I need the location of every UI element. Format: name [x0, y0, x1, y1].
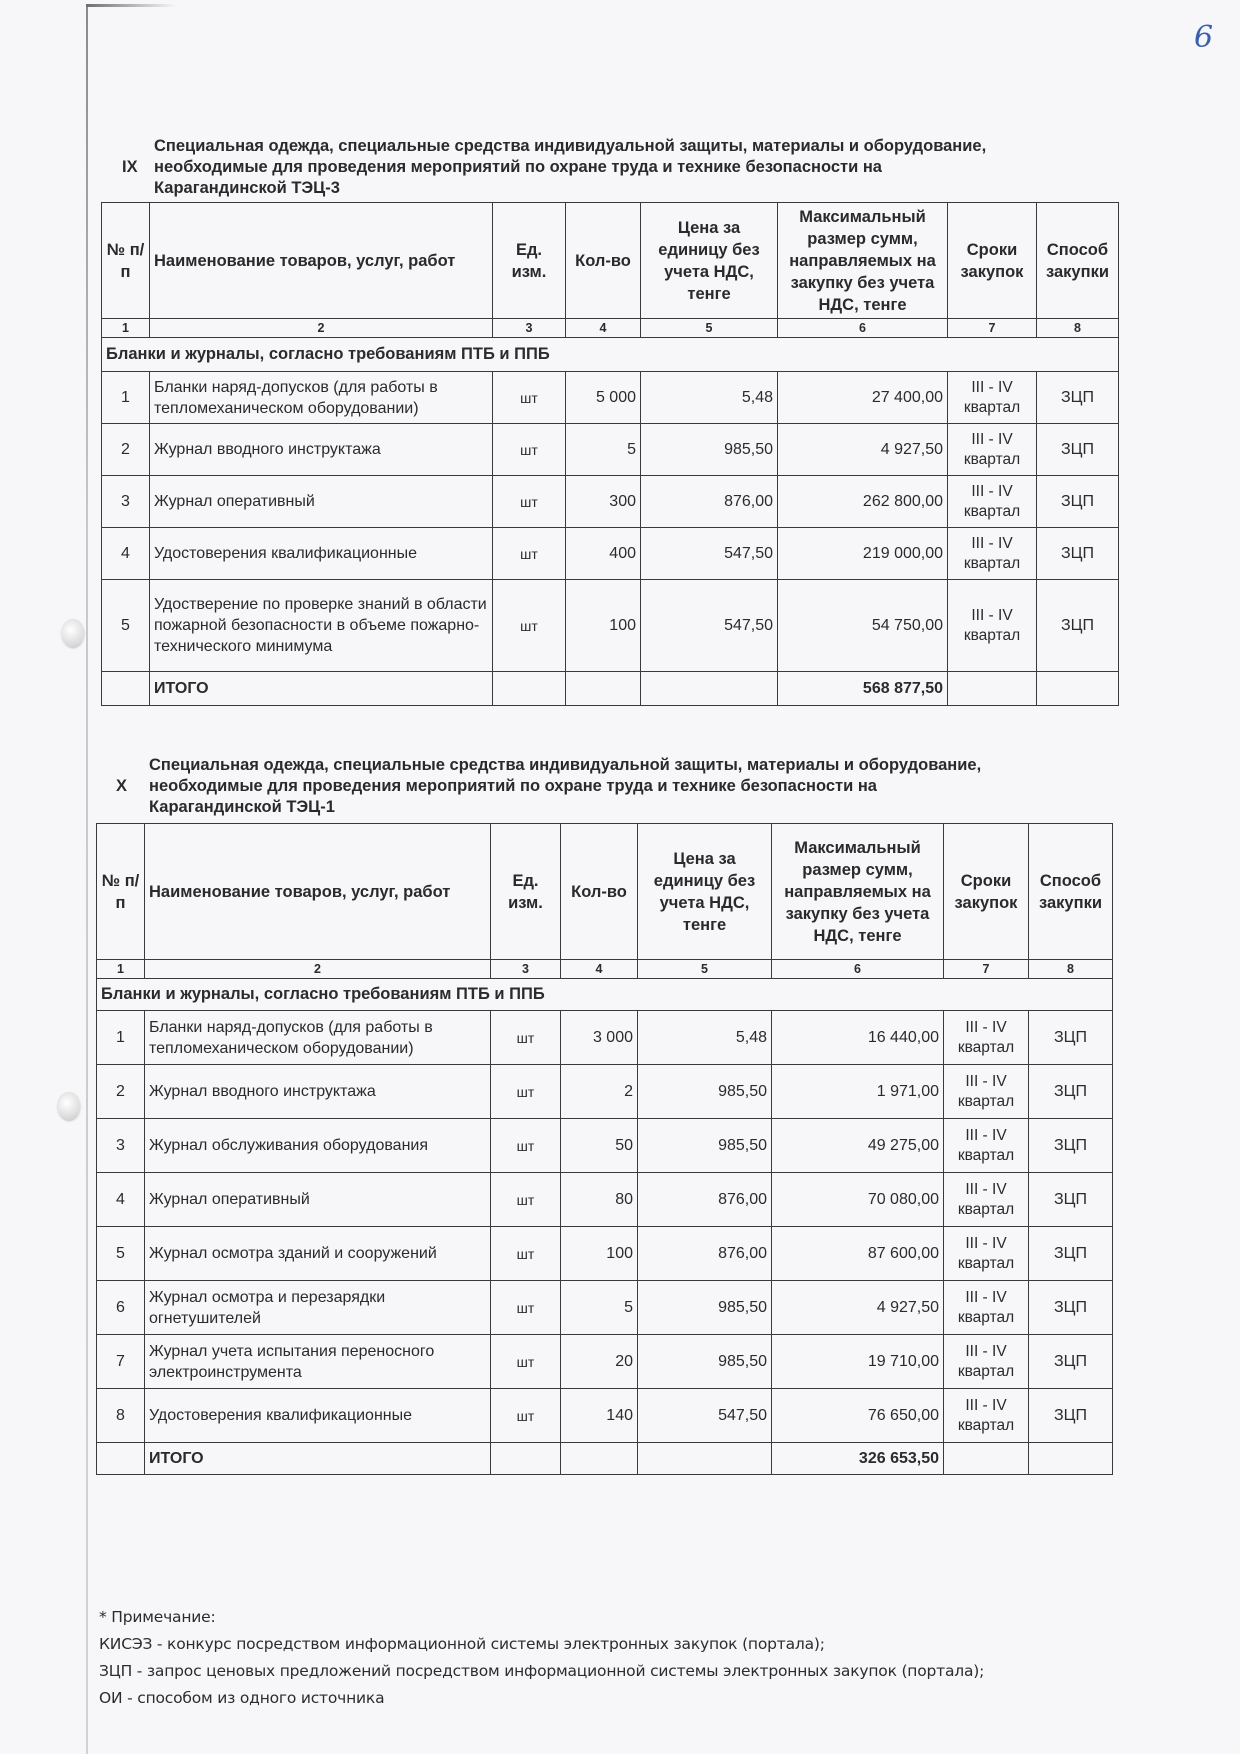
- col-index: 2: [150, 319, 493, 338]
- section-ix-title-text: [154, 136, 1154, 199]
- col-header-method: Способ закупки: [1029, 824, 1113, 960]
- cell-price: 985,50: [641, 424, 778, 476]
- col-header-num: № п/п: [97, 824, 145, 960]
- col-index: 7: [944, 960, 1029, 979]
- group-row: [97, 979, 1113, 1011]
- cell-qty: 80: [561, 1173, 638, 1227]
- term-line: III - IV: [971, 482, 1013, 500]
- cell-num: 3: [97, 1119, 145, 1173]
- cell-sum: 19 710,00: [772, 1335, 944, 1389]
- term-line: III - IV: [971, 378, 1013, 396]
- cell-method: ЗЦП: [1037, 528, 1119, 580]
- title-line: Специальная одежда, специальные средства индивидуальной защиты, материалы и оборудование,: [154, 137, 987, 155]
- cell-name: Бланки наряд-допусков (для работы в тепломеханическом оборудовании): [150, 372, 493, 424]
- cell-unit: шт: [493, 528, 566, 580]
- cell-sum: 219 000,00: [778, 528, 948, 580]
- cell-method: ЗЦП: [1037, 372, 1119, 424]
- cell-unit: шт: [493, 580, 566, 672]
- cell-sum: 27 400,00: [778, 372, 948, 424]
- cell-sum: 70 080,00: [772, 1173, 944, 1227]
- col-header-term: Сроки закупок: [948, 203, 1037, 319]
- cell-term: [948, 580, 1037, 672]
- col-index: 1: [97, 960, 145, 979]
- handwritten-page-number: 6: [1194, 20, 1214, 55]
- cell-unit: шт: [493, 476, 566, 528]
- cell-term: [948, 372, 1037, 424]
- table-row: [97, 1281, 1113, 1335]
- table-row: [97, 1173, 1113, 1227]
- cell-unit: шт: [491, 1011, 561, 1065]
- cell-unit: шт: [491, 1227, 561, 1281]
- cell-price: 985,50: [638, 1119, 772, 1173]
- cell-method: ЗЦП: [1029, 1281, 1113, 1335]
- cell-name: Бланки наряд-допусков (для работы в тепломеханическом оборудовании): [145, 1011, 491, 1065]
- cell-method: ЗЦП: [1037, 580, 1119, 672]
- term-line: III - IV: [965, 1396, 1007, 1414]
- term-line: квартал: [963, 450, 1021, 468]
- cell-method: ЗЦП: [1037, 424, 1119, 476]
- col-header-unit: Ед. изм.: [491, 824, 561, 960]
- group-label: Бланки и журналы, согласно требованиям ПТБ и ППБ: [97, 979, 1113, 1011]
- cell-price: 876,00: [641, 476, 778, 528]
- term-line: III - IV: [965, 1180, 1007, 1198]
- column-index-row: [102, 319, 1119, 338]
- total-sum: 568 877,50: [778, 672, 948, 706]
- col-header-sum: Максимальный размер сумм, направляемых на закупку без учета НДС, тенге: [778, 203, 948, 319]
- section-x-roman: X: [116, 777, 128, 795]
- table-header-row: [102, 203, 1119, 319]
- cell-name: Журнал обслуживания оборудования: [145, 1119, 491, 1173]
- cell-name: Журнал учета испытания переносного электроинструмента: [145, 1335, 491, 1389]
- col-index: 5: [641, 319, 778, 338]
- col-header-sum: Максимальный размер сумм, направляемых на закупку без учета НДС, тенге: [772, 824, 944, 960]
- cell-name: Журнал осмотра и перезарядки огнетушителей: [145, 1281, 491, 1335]
- term-line: квартал: [957, 1092, 1015, 1110]
- term-line: квартал: [957, 1200, 1015, 1218]
- col-header-term: Сроки закупок: [944, 824, 1029, 960]
- term-line: квартал: [963, 398, 1021, 416]
- footnotes: [99, 1604, 984, 1712]
- table-row: [97, 1227, 1113, 1281]
- total-sum: 326 653,50: [772, 1443, 944, 1475]
- cell-price: 985,50: [638, 1065, 772, 1119]
- section-ix-roman: IX: [122, 158, 138, 176]
- term-line: III - IV: [971, 430, 1013, 448]
- table-header-row: [97, 824, 1113, 960]
- term-line: III - IV: [965, 1342, 1007, 1360]
- section-x-title-text: [149, 755, 1149, 818]
- term-line: квартал: [957, 1038, 1015, 1056]
- col-index: 2: [145, 960, 491, 979]
- col-index: 6: [772, 960, 944, 979]
- cell-term: [948, 424, 1037, 476]
- cell-term: [944, 1065, 1029, 1119]
- term-line: III - IV: [971, 534, 1013, 552]
- cell-term: [944, 1173, 1029, 1227]
- title-line: Карагандинской ТЭЦ-3: [154, 179, 340, 197]
- cell-name: Журнал осмотра зданий и сооружений: [145, 1227, 491, 1281]
- table-row: [102, 372, 1119, 424]
- title-line: необходимые для проведения мероприятий по охране труда и технике безопасности на: [149, 777, 877, 795]
- cell-qty: 400: [566, 528, 641, 580]
- group-row: [102, 338, 1119, 372]
- table-row: [102, 424, 1119, 476]
- cell-term: [944, 1227, 1029, 1281]
- cell-term: [944, 1119, 1029, 1173]
- col-header-price: Цена за единицу без учета НДС, тенге: [641, 203, 778, 319]
- table-row: [102, 528, 1119, 580]
- cell-price: 547,50: [641, 528, 778, 580]
- cell-sum: 16 440,00: [772, 1011, 944, 1065]
- cell-qty: 3 000: [561, 1011, 638, 1065]
- cell-qty: 5: [561, 1281, 638, 1335]
- cell-empty: [566, 672, 641, 706]
- section-ix-table: [101, 202, 1119, 706]
- cell-empty: [948, 672, 1037, 706]
- cell-sum: 87 600,00: [772, 1227, 944, 1281]
- cell-qty: 20: [561, 1335, 638, 1389]
- cell-sum: 49 275,00: [772, 1119, 944, 1173]
- note-line: ОИ - способом из одного источника: [99, 1689, 385, 1707]
- cell-num: 4: [97, 1173, 145, 1227]
- term-line: квартал: [957, 1146, 1015, 1164]
- cell-name: Удостверение по проверке знаний в области пожарной безопасности в объеме пожарно-технического минимума: [150, 580, 493, 672]
- cell-name: Журнал оперативный: [150, 476, 493, 528]
- total-label: ИТОГО: [145, 1443, 491, 1475]
- col-index: 3: [491, 960, 561, 979]
- col-index: 3: [493, 319, 566, 338]
- cell-name: Журнал вводного инструктажа: [150, 424, 493, 476]
- col-index: 4: [566, 319, 641, 338]
- term-line: квартал: [963, 626, 1021, 644]
- cell-term: [948, 476, 1037, 528]
- cell-name: Удостоверения квалификационные: [150, 528, 493, 580]
- cell-empty: [561, 1443, 638, 1475]
- cell-unit: шт: [491, 1119, 561, 1173]
- cell-name: Журнал оперативный: [145, 1173, 491, 1227]
- cell-sum: 1 971,00: [772, 1065, 944, 1119]
- cell-unit: шт: [491, 1065, 561, 1119]
- col-index: 8: [1029, 960, 1113, 979]
- cell-price: 985,50: [638, 1281, 772, 1335]
- cell-qty: 50: [561, 1119, 638, 1173]
- col-header-method: Способ закупки: [1037, 203, 1119, 319]
- cell-unit: шт: [491, 1389, 561, 1443]
- cell-qty: 100: [561, 1227, 638, 1281]
- cell-term: [948, 528, 1037, 580]
- group-label: Бланки и журналы, согласно требованиям ПТБ и ППБ: [102, 338, 1119, 372]
- col-header-qty: Кол-во: [566, 203, 641, 319]
- title-line: необходимые для проведения мероприятий по охране труда и технике безопасности на: [154, 158, 882, 176]
- cell-unit: шт: [491, 1173, 561, 1227]
- cell-unit: шт: [491, 1281, 561, 1335]
- note-line: ЗЦП - запрос ценовых предложений посредством информационной системы электронных закупок (портала);: [99, 1662, 985, 1680]
- cell-empty: [638, 1443, 772, 1475]
- cell-price: 876,00: [638, 1173, 772, 1227]
- cell-price: 547,50: [641, 580, 778, 672]
- cell-num: 1: [97, 1011, 145, 1065]
- cell-method: ЗЦП: [1029, 1389, 1113, 1443]
- cell-empty: [491, 1443, 561, 1475]
- cell-empty: [97, 1443, 145, 1475]
- cell-method: ЗЦП: [1029, 1335, 1113, 1389]
- cell-num: 2: [97, 1065, 145, 1119]
- cell-name: Журнал вводного инструктажа: [145, 1065, 491, 1119]
- col-index: 6: [778, 319, 948, 338]
- notes-heading: * Примечание:: [99, 1608, 216, 1626]
- total-row: [97, 1443, 1113, 1475]
- total-label: ИТОГО: [150, 672, 493, 706]
- col-header-price: Цена за единицу без учета НДС, тенге: [638, 824, 772, 960]
- cell-qty: 300: [566, 476, 641, 528]
- cell-num: 1: [102, 372, 150, 424]
- term-line: квартал: [957, 1254, 1015, 1272]
- cell-price: 5,48: [638, 1011, 772, 1065]
- cell-num: 8: [97, 1389, 145, 1443]
- cell-unit: шт: [491, 1335, 561, 1389]
- col-header-num: № п/п: [102, 203, 150, 319]
- cell-num: 3: [102, 476, 150, 528]
- punch-hole-top: [62, 620, 84, 648]
- cell-method: ЗЦП: [1029, 1119, 1113, 1173]
- term-line: квартал: [957, 1416, 1015, 1434]
- cell-empty: [493, 672, 566, 706]
- cell-num: 7: [97, 1335, 145, 1389]
- term-line: III - IV: [965, 1234, 1007, 1252]
- term-line: III - IV: [965, 1126, 1007, 1144]
- table-row: [97, 1119, 1113, 1173]
- cell-price: 876,00: [638, 1227, 772, 1281]
- term-line: III - IV: [965, 1072, 1007, 1090]
- cell-term: [944, 1011, 1029, 1065]
- cell-name: Удостоверения квалификационные: [145, 1389, 491, 1443]
- cell-num: 2: [102, 424, 150, 476]
- cell-method: ЗЦП: [1029, 1173, 1113, 1227]
- cell-qty: 140: [561, 1389, 638, 1443]
- cell-unit: шт: [493, 424, 566, 476]
- table-row: [97, 1335, 1113, 1389]
- page-binding-edge: [86, 4, 88, 1754]
- cell-sum: 4 927,50: [778, 424, 948, 476]
- col-header-name: Наименование товаров, услуг, работ: [150, 203, 493, 319]
- cell-num: 5: [97, 1227, 145, 1281]
- col-header-name: Наименование товаров, услуг, работ: [145, 824, 491, 960]
- term-line: III - IV: [965, 1018, 1007, 1036]
- table-row: [97, 1065, 1113, 1119]
- cell-num: 4: [102, 528, 150, 580]
- section-x-table: [96, 823, 1113, 1475]
- cell-term: [944, 1389, 1029, 1443]
- cell-price: 985,50: [638, 1335, 772, 1389]
- col-index: 4: [561, 960, 638, 979]
- cell-unit: шт: [493, 372, 566, 424]
- cell-qty: 2: [561, 1065, 638, 1119]
- cell-num: 5: [102, 580, 150, 672]
- term-line: квартал: [957, 1308, 1015, 1326]
- title-line: Специальная одежда, специальные средства индивидуальной защиты, материалы и оборудование,: [149, 756, 982, 774]
- cell-qty: 5: [566, 424, 641, 476]
- table-row: [102, 580, 1119, 672]
- col-index: 7: [948, 319, 1037, 338]
- cell-empty: [1037, 672, 1119, 706]
- cell-sum: 262 800,00: [778, 476, 948, 528]
- table-row: [102, 476, 1119, 528]
- table-row: [97, 1011, 1113, 1065]
- cell-num: 6: [97, 1281, 145, 1335]
- term-line: квартал: [963, 554, 1021, 572]
- cell-method: ЗЦП: [1029, 1011, 1113, 1065]
- cell-method: ЗЦП: [1029, 1227, 1113, 1281]
- cell-price: 5,48: [641, 372, 778, 424]
- col-header-unit: Ед. изм.: [493, 203, 566, 319]
- title-line: Карагандинской ТЭЦ-1: [149, 798, 335, 816]
- col-header-qty: Кол-во: [561, 824, 638, 960]
- cell-price: 547,50: [638, 1389, 772, 1443]
- term-line: III - IV: [971, 606, 1013, 624]
- col-index: 8: [1037, 319, 1119, 338]
- cell-term: [944, 1335, 1029, 1389]
- cell-empty: [641, 672, 778, 706]
- table-row: [97, 1389, 1113, 1443]
- punch-hole-bottom: [58, 1093, 80, 1121]
- column-index-row: [97, 960, 1113, 979]
- total-row: [102, 672, 1119, 706]
- cell-method: ЗЦП: [1037, 476, 1119, 528]
- term-line: квартал: [963, 502, 1021, 520]
- cell-term: [944, 1281, 1029, 1335]
- col-index: 1: [102, 319, 150, 338]
- cell-qty: 100: [566, 580, 641, 672]
- page-binding-edge-top: [86, 4, 176, 7]
- cell-sum: 4 927,50: [772, 1281, 944, 1335]
- term-line: квартал: [957, 1362, 1015, 1380]
- cell-method: ЗЦП: [1029, 1065, 1113, 1119]
- cell-empty: [1029, 1443, 1113, 1475]
- note-line: КИСЭЗ - конкурс посредством информационной системы электронных закупок (портала);: [99, 1635, 825, 1653]
- col-index: 5: [638, 960, 772, 979]
- cell-sum: 76 650,00: [772, 1389, 944, 1443]
- cell-sum: 54 750,00: [778, 580, 948, 672]
- cell-empty: [102, 672, 150, 706]
- term-line: III - IV: [965, 1288, 1007, 1306]
- cell-empty: [944, 1443, 1029, 1475]
- cell-qty: 5 000: [566, 372, 641, 424]
